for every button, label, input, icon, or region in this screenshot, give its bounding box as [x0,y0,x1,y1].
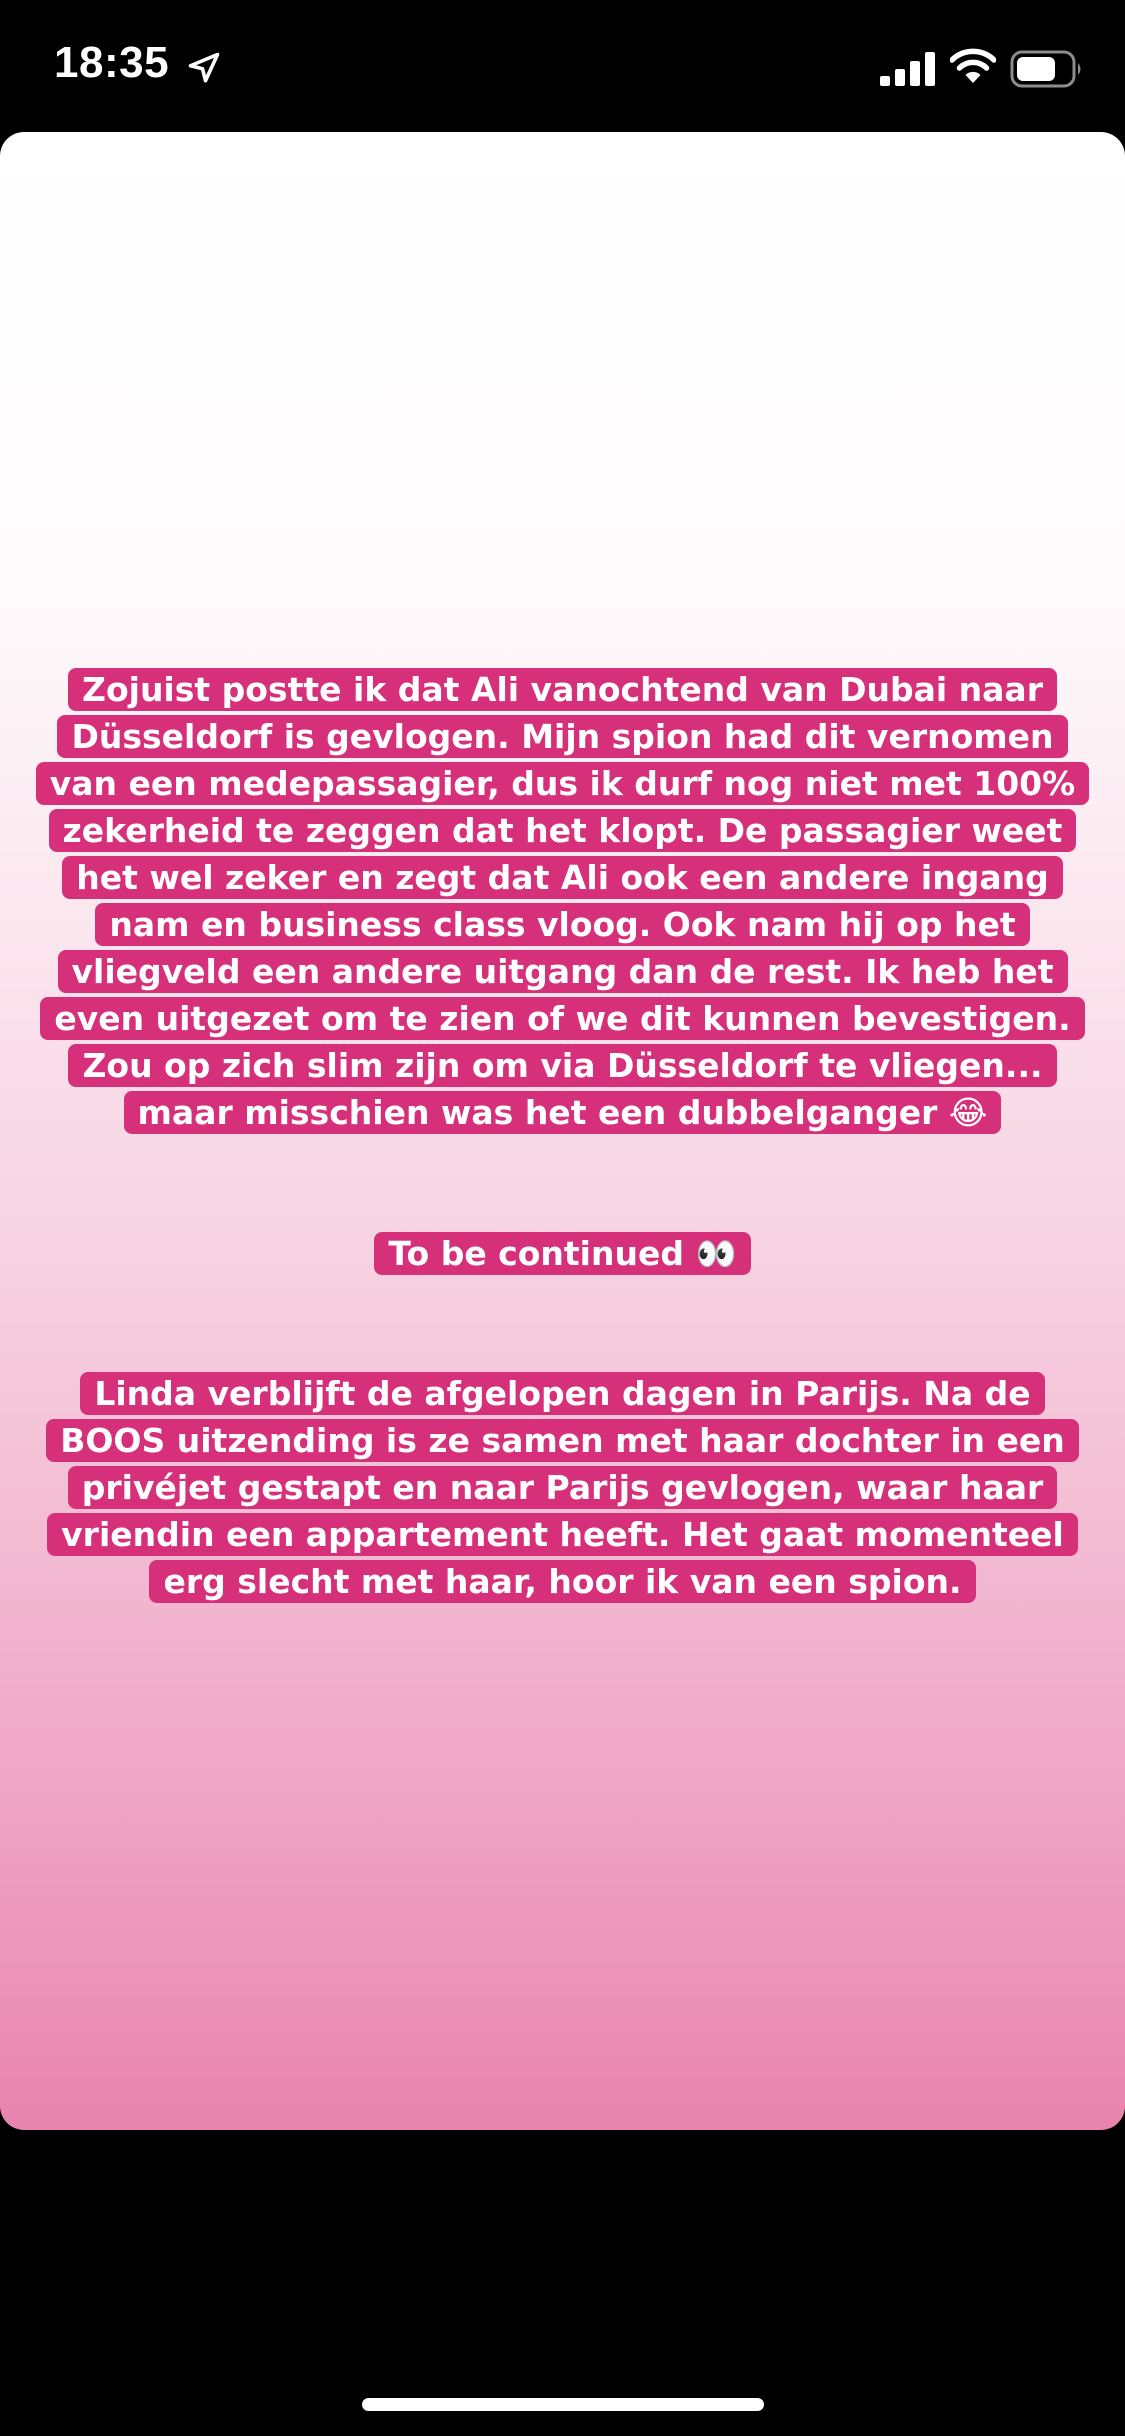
story-text-line: vliegveld een andere uitgang dan de rest. Ik heb het [58,950,1068,993]
story-text-line: Zou op zich slim zijn om via Düsseldorf te vliegen... [68,1044,1056,1087]
story-text-line: Düsseldorf is gevlogen. Mijn spion had dit vernomen [57,715,1067,758]
story-view[interactable] [0,132,1125,2130]
story-text-line: BOOS uitzending is ze samen met haar dochter in een [46,1419,1079,1462]
story-text-line: vriendin een appartement heeft. Het gaat momenteel [47,1513,1078,1556]
story-text-line: het wel zeker en zegt dat Ali ook een andere ingang [62,856,1063,899]
story-text-to-be-continued [0,1230,1125,1277]
status-bar [0,0,1125,132]
story-text-line: To be continued 👀 [374,1232,750,1275]
story-text-linda [0,1370,1125,1605]
location-arrow-icon [186,50,222,86]
status-time: 18:35 [54,38,170,87]
story-text-line: maar misschien was het een dubbelganger 😂 [124,1091,1002,1134]
cellular-signal-icon [880,52,936,86]
story-text-line: privéjet gestapt en naar Parijs gevlogen, waar haar [68,1466,1058,1509]
home-indicator[interactable] [362,2398,764,2411]
story-text-line: van een medepassagier, dus ik durf nog niet met 100% [36,762,1089,805]
story-text-line: Zojuist postte ik dat Ali vanochtend van Dubai naar [68,668,1057,711]
story-text-ali [0,666,1125,1136]
battery-icon [1010,50,1084,88]
wifi-icon [950,48,996,86]
story-text-line: zekerheid te zeggen dat het klopt. De passagier weet [49,809,1077,852]
story-text-line: nam en business class vloog. Ook nam hij op het [95,903,1029,946]
story-text-line: even uitgezet om te zien of we dit kunnen bevestigen. [40,997,1084,1040]
story-text-line: erg slecht met haar, hoor ik van een spion. [149,1560,975,1603]
story-text-line: Linda verblijft de afgelopen dagen in Parijs. Na de [80,1372,1044,1415]
